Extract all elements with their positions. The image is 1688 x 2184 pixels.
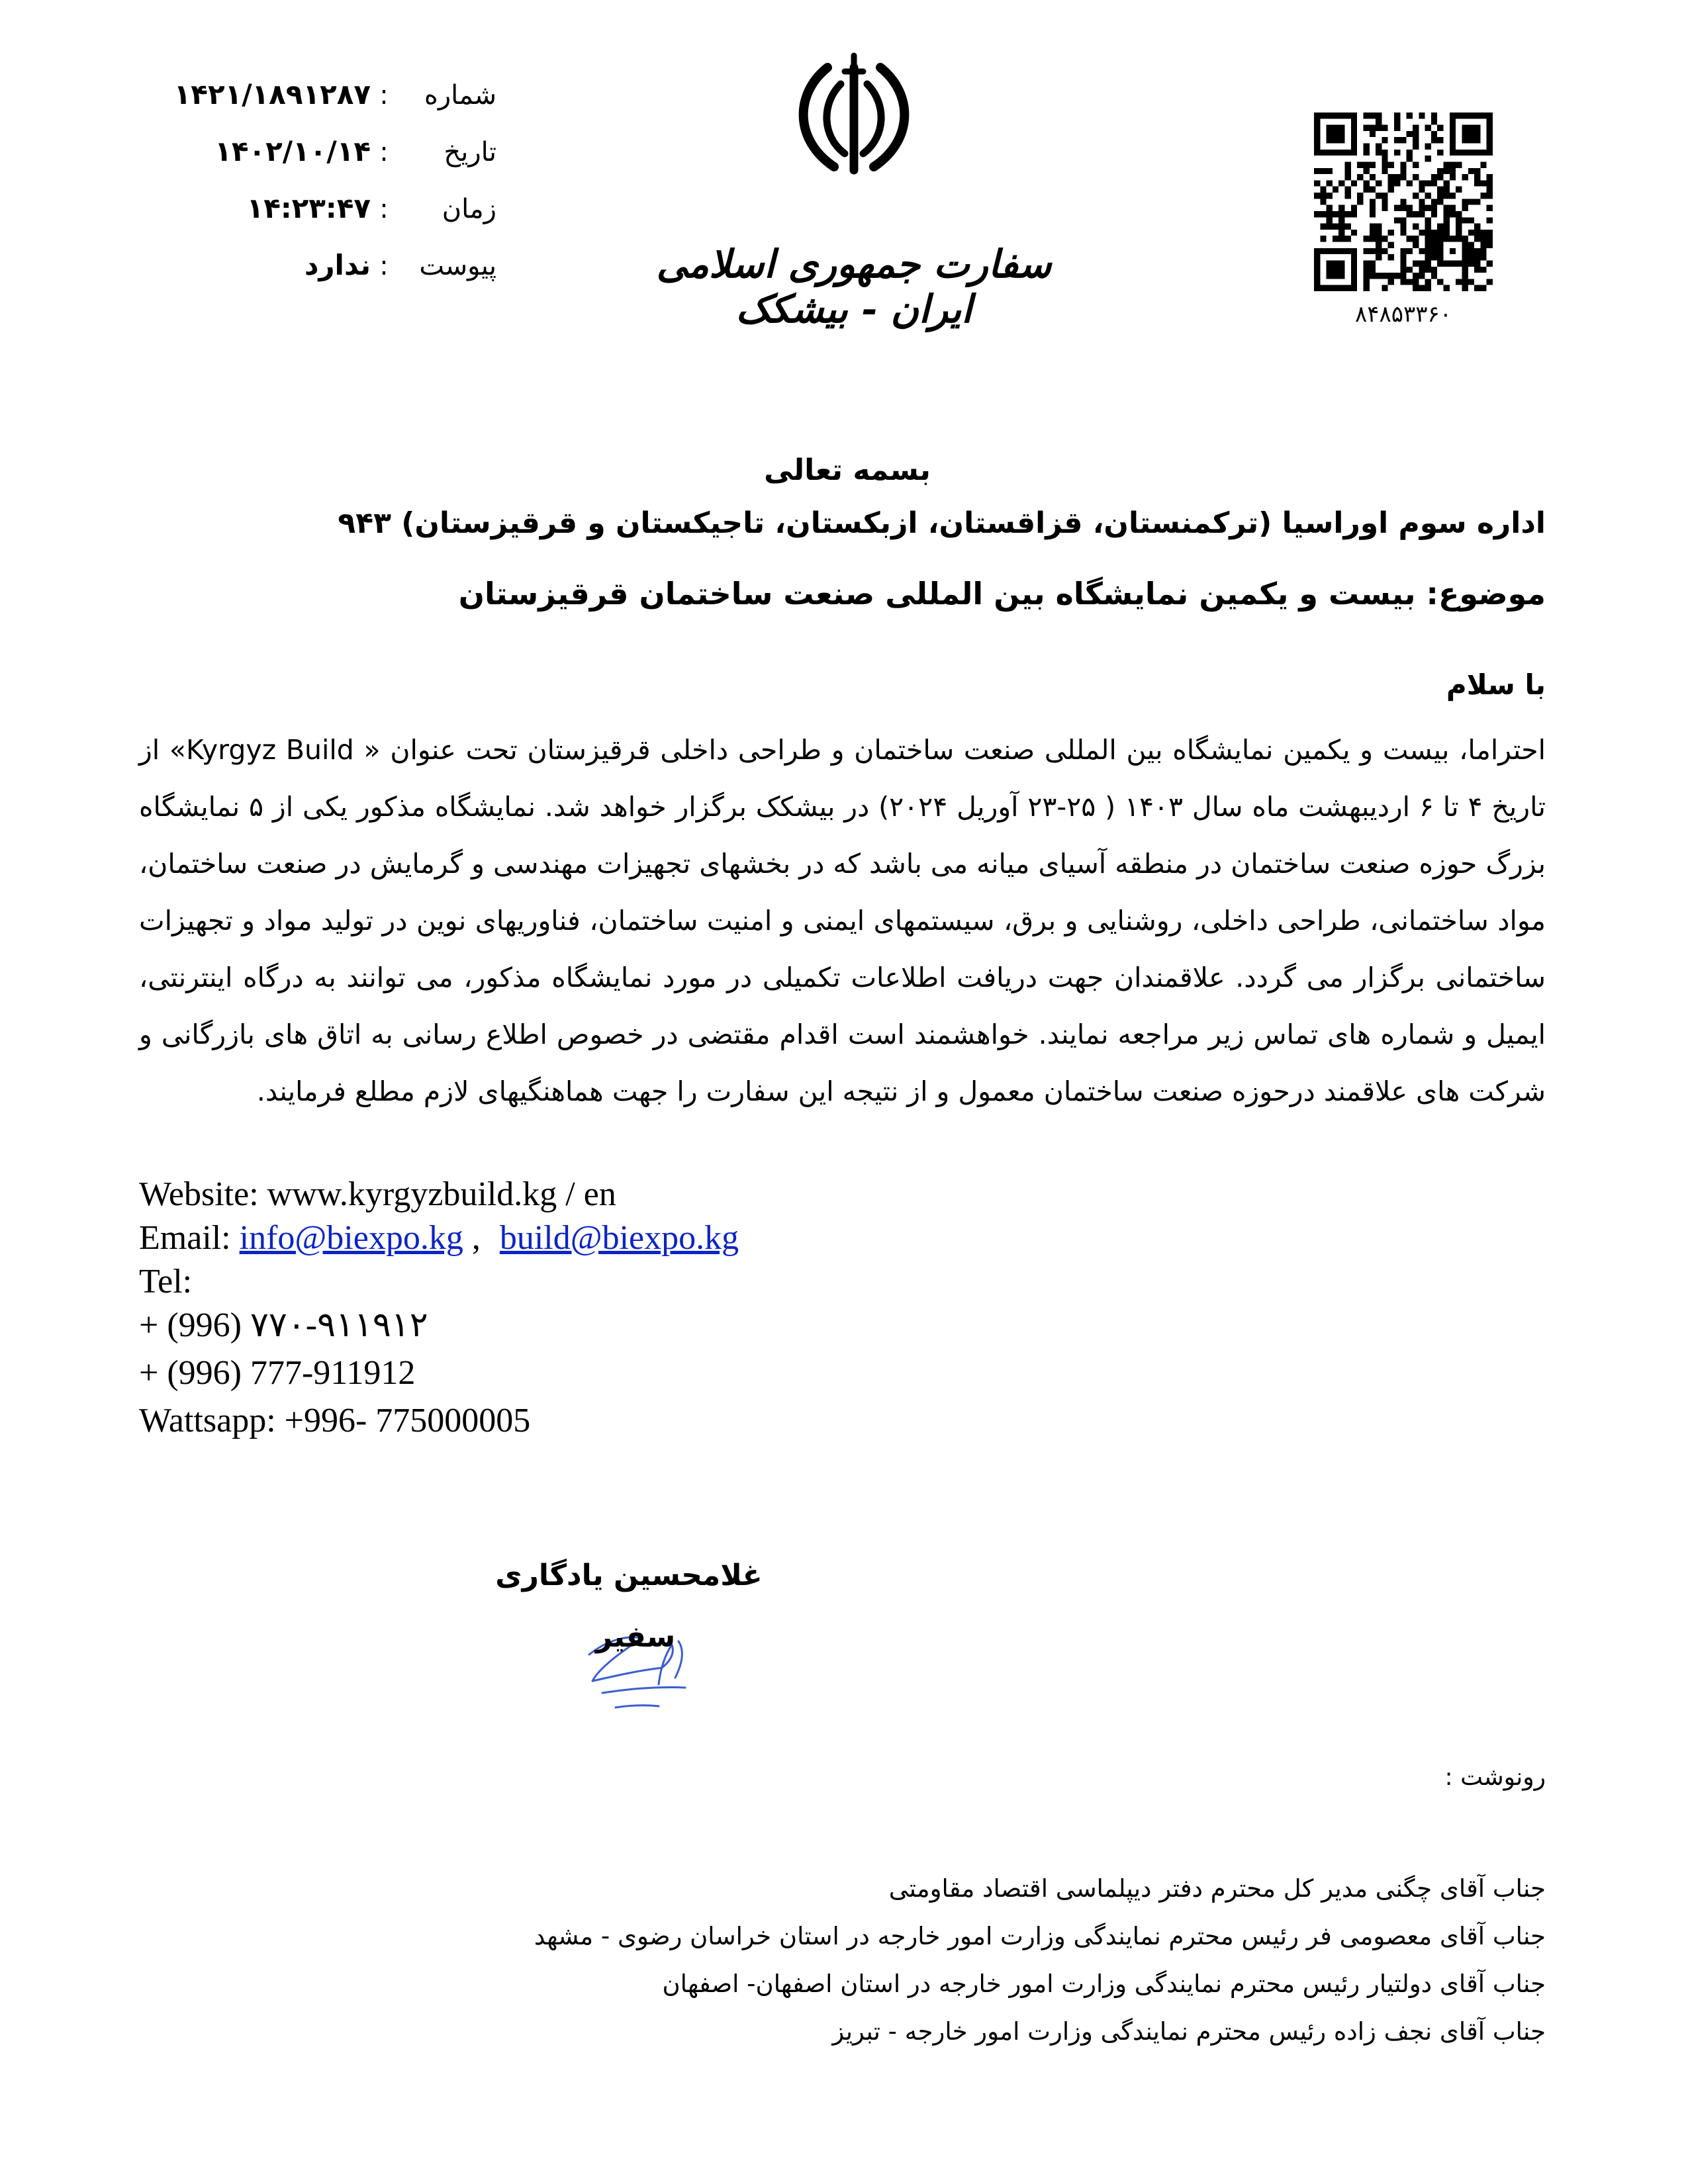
qr-code-number: ۸۴۸۵۳۳۶۰ (1354, 301, 1452, 328)
meta-row-number (152, 78, 496, 135)
subject-line: موضوع: بیست و یکمین نمایشگاه بین المللی صنعت ساختمان قرقیزستان (458, 576, 1546, 612)
meta-row-date (152, 135, 496, 192)
iran-emblem-icon (781, 48, 927, 180)
phone-line-1: + (996) ۷۷۰-۹۱۱۹۱۲ (139, 1306, 428, 1344)
email-link-build[interactable]: build@biexpo.kg (499, 1219, 739, 1257)
cc-item: جناب آقای دولتیار رئیس محترم نمایندگی وزارت امور خارجه در استان اصفهان- اصفهان (662, 1970, 1546, 1998)
phone-line-2: + (996) 777-911912 (139, 1354, 416, 1392)
website-line: Website: www.kyrgyzbuild.kg / en (139, 1175, 616, 1213)
letter-meta (152, 78, 496, 306)
cc-item: جناب آقای نجف زاده رئیس محترم نمایندگی وزارت امور خارجه - تبریز (832, 2017, 1546, 2046)
email-line (139, 1216, 1066, 1260)
email-separator: , (471, 1219, 481, 1257)
tel-label: Tel: (139, 1263, 193, 1300)
cc-item: جناب آقای چگنی مدیر کل محترم دفتر دیپلماسی اقتصاد مقاومتی (888, 1874, 1546, 1903)
meta-row-time (152, 192, 496, 249)
cc-label: رونوشت : (1444, 1764, 1546, 1791)
cc-item: جناب آقای معصومی فر رئیس محترم نمایندگی وزارت امور خارجه در استان خراسان رضوی - مشهد (534, 1922, 1546, 1950)
greeting: با سلام (1446, 668, 1546, 701)
cc-list (354, 1865, 1546, 2056)
qr-code-icon (1314, 113, 1493, 291)
letter-body: احتراما، بیست و یکمین نمایشگاه بین المللی صنعت ساختمان و طراحی داخلی قرقیزستان تحت عنوان « Kyrgyz Build» از تاریخ ۴ تا ۶ اردیبهشت ماه سال ۱۴۰۳ ( ۲۵-۲۳ آوریل ۲۰۲۴) در بیشکک برگزار خواهد شد. نمایشگاه مذکور یکی از ۵ نمایشگاه بزرگ حوزه صنعت ساختمان در منطقه آسیای میانه می باشد که در بخشهای تجهیزات مهندسی و گرمایش در صنعت ساختمان، مواد ساختمانی، طراحی داخلی، روشنایی و برق، سیستمهای ایمنی و امنیت ساختمان، فناوریهای نوین در تولید مواد و تجهیزات ساختمانی برگزار می گردد. علاقمندان جهت دریافت اطلاعات تکمیلی در مورد نمایشگاه مذکور، می توانند به درگاه اینترنتی، ایمیل و شماره های تماس زیر مراجعه نمایند. خواهشمند است اقدام مقتضی در خصوص اطلاع رسانی به اتاق های بازرگانی و شرکت های علاقمند درحوزه صنعت ساختمان معمول و از نتیجه این سفارت را جهت هماهنگیهای لازم مطلع فرمایند. (139, 734, 1546, 1107)
colon: : (379, 194, 389, 224)
embassy-name: سفارت جمهوری اسلامی ایران - بیشکک (656, 242, 1052, 332)
email-link-info[interactable]: info@biexpo.kg (239, 1219, 463, 1257)
colon: : (379, 137, 389, 167)
signatory-title: سفیر (595, 1620, 676, 1654)
colon: : (379, 251, 389, 281)
email-label: Email: (139, 1219, 231, 1257)
date-value: ۱۴۰۲/۱۰/۱۴ (214, 135, 371, 167)
time-value: ۱۴:۲۳:۴۷ (246, 192, 371, 224)
signatory-name: غلامحسین یادگاری (495, 1559, 763, 1592)
date-label: تاریخ (444, 137, 496, 167)
attachment-label: پیوست (419, 251, 496, 281)
attachment-value: ندارد (304, 249, 371, 281)
invocation: بسمه تعالی (764, 453, 931, 487)
meta-row-attachment (152, 249, 496, 306)
number-value: ۱۴۲۱/۱۸۹۱۲۸۷ (173, 78, 371, 111)
whatsapp-line: Wattsapp: +996- 775000005 (139, 1402, 531, 1439)
contact-block (139, 1173, 1066, 1443)
number-label: شماره (424, 80, 496, 111)
time-label: زمان (442, 194, 496, 224)
colon: : (379, 80, 389, 111)
department-line: اداره سوم اوراسیا (ترکمنستان، قزاقستان، ازبکستان، تاجیکستان و قرقیزستان) ۹۴۳ (338, 506, 1546, 540)
